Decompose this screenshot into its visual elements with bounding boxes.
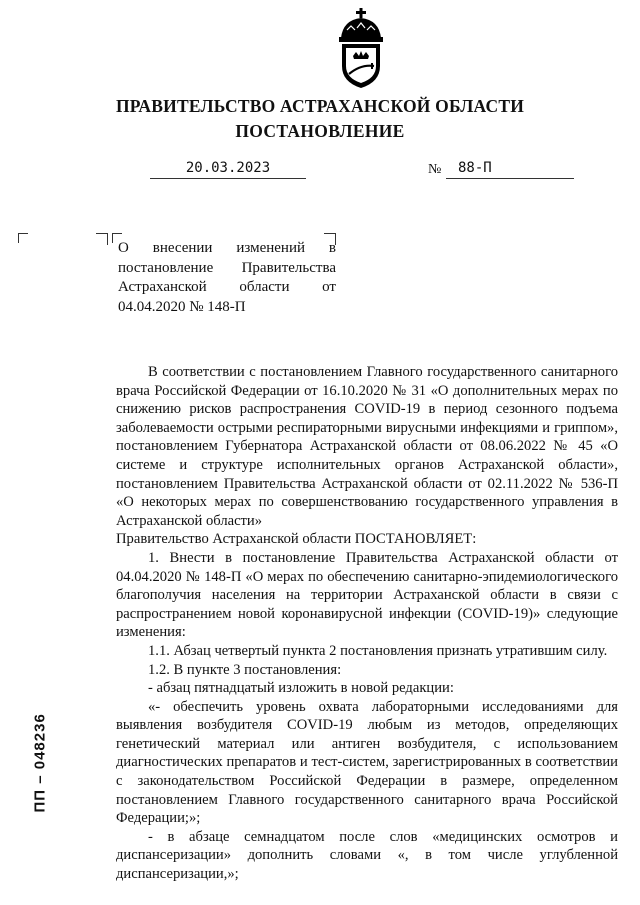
paragraph-dash-1: - абзац пятнадцатый изложить в новой редакции:	[148, 680, 454, 697]
document-subject: О внесении изменений в постановление Правительства Астраханской области от 04.04.2020 № 148-П	[118, 240, 336, 315]
serial-stamp: ПП – 048236	[31, 713, 49, 813]
government-title: ПРАВИТЕЛЬСТВО АСТРАХАНСКОЙ ОБЛАСТИ	[115, 96, 525, 116]
coat-of-arms-icon	[333, 8, 389, 90]
paragraph-resolves: Правительство Астраханской области ПОСТАНОВЛЯЕТ:	[116, 531, 477, 548]
document-type-title: ПОСТАНОВЛЕНИЕ	[235, 121, 405, 141]
document-date: 20.03.2023	[150, 160, 306, 179]
number-sign: №	[428, 162, 442, 177]
paragraph-item-1: 1. Внести в постановление Правительства Астраханской области от 04.04.2020 № 148-П «О мерах по обеспечению санитарно-эпидемиологического благополучия населения на территории Астраханской области в связи с распространением новой коронавирусной инфекции (COVID-19)» следующие изменения:	[116, 549, 618, 641]
document-number: 88-П	[446, 160, 574, 179]
paragraph-dash-2: - в абзаце семнадцатом после слов «медицинских осмотров и диспансеризации» дополнить словами «, в том числе углубленной диспансеризации,»;	[116, 828, 618, 883]
paragraph-item-1-1: 1.1. Абзац четвертый пункта 2 постановления признать утратившим силу.	[148, 642, 608, 659]
paragraph-preamble: В соответствии с постановлением Главного государственного санитарного врача Российской Федерации от 16.10.2020 № 31 «О дополнительных мерах по снижению рисков распространения COVID-19 в период сезонного подъема заболеваемости острыми респираторными вирусными инфекциями и гриппом», постановлением Губернатора Астраханской области от 08.06.2022 № 45 «О системе и структуре исполнительных органов Астраханской области», постановлением Правительства Астраханской области от 02.11.2022 № 536-П «О некоторых мерах по совершенствованию государственного управления в Астраханской области»	[116, 364, 618, 529]
corner-mark-left	[18, 233, 28, 243]
corner-mark-subject-left	[96, 233, 108, 245]
paragraph-quote: «- обеспечить уровень охвата лабораторными исследованиями для выявления возбудителя COVID-19 любым из методов, определяющих генетический материал или антиген возбудителя, с использованием диагностических препаратов и тест-систем, зарегистрированных в соответствии с законодательством Российской Федерации в размере, определенном постановлением Главного государственного санитарного врача Российской Федерации;»;	[116, 698, 618, 827]
document-body	[116, 363, 618, 884]
paragraph-item-1-2: 1.2. В пункте 3 постановления:	[148, 661, 342, 678]
